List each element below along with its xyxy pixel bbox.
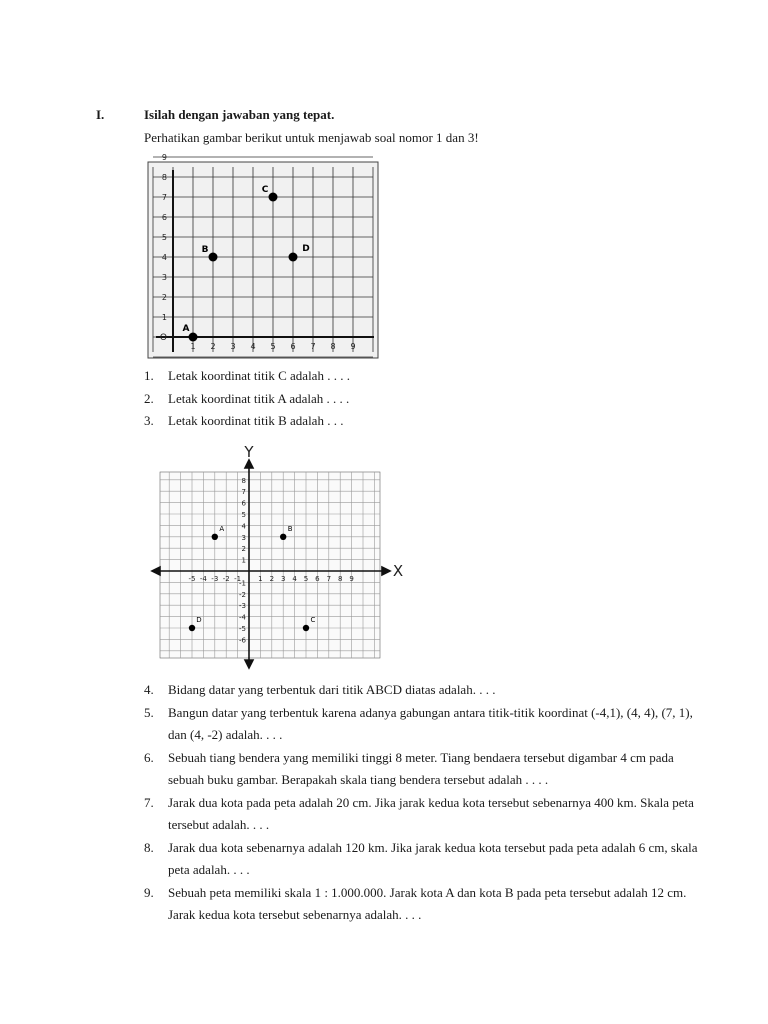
point-b — [209, 253, 218, 262]
x-tick-label: 7 — [326, 575, 332, 583]
point-b — [280, 534, 286, 540]
question-number: 6. — [144, 749, 154, 765]
question-item — [144, 702, 704, 747]
x-tick-label: 1 — [190, 342, 196, 351]
question-text: Bidang datar yang terbentuk dari titik ABCD diatas adalah. . . . — [168, 682, 496, 697]
y-tick-label: 2 — [161, 293, 167, 302]
question-number: 4. — [144, 682, 154, 697]
y-tick-label: 2 — [241, 545, 246, 554]
x-tick-label: -3 — [211, 575, 219, 583]
x-tick-label: 2 — [269, 575, 275, 583]
x-axis-arrow-left — [152, 567, 160, 575]
question-text: Letak koordinat titik A adalah . . . . — [168, 390, 350, 406]
point-a — [189, 333, 198, 342]
question-item — [144, 747, 704, 792]
question-item — [144, 792, 704, 837]
point-d — [189, 625, 195, 631]
origin-label: O — [159, 333, 167, 343]
y-tick-label: 3 — [241, 533, 246, 542]
point-label-c: C — [310, 616, 316, 624]
question-text: Letak koordinat titik B adalah . . . — [168, 413, 344, 428]
coordinate-graph-1 — [148, 153, 378, 358]
coordinate-graph-2 — [150, 444, 410, 670]
y-tick-label: 9 — [161, 153, 167, 162]
x-tick-label: 3 — [230, 342, 236, 351]
x-tick-label: -5 — [188, 575, 196, 583]
x-axis-label: X — [392, 562, 404, 580]
x-tick-label: 6 — [290, 342, 296, 351]
x-axis-arrow-right — [382, 567, 390, 575]
question-number: 3. — [144, 413, 154, 428]
question-list-2 — [144, 679, 704, 927]
y-tick-label: 8 — [241, 476, 246, 485]
question-number: 1. — [144, 368, 154, 383]
question-number: 5. — [144, 704, 154, 720]
y-tick-label: -1 — [239, 579, 246, 588]
point-label-a: A — [219, 524, 225, 533]
section-intro: Perhatikan gambar berikut untuk menjawab soal nomor 1 dan 3! — [144, 130, 479, 145]
y-tick-label: -6 — [239, 636, 246, 645]
x-tick-label: 1 — [258, 575, 263, 583]
x-tick-label: 6 — [315, 575, 320, 583]
y-tick-label: 6 — [161, 213, 167, 222]
question-item — [144, 388, 704, 411]
question-item — [144, 882, 704, 927]
question-text: Sebuah peta memiliki skala 1 : 1.000.000. Jarak kota A dan kota B pada peta tersebut adalah 12 cm. Jarak kedua kota tersebut sebenarnya adalah. . . . — [168, 884, 687, 922]
x-tick-label: 4 — [250, 342, 256, 351]
point-label-d: D — [196, 616, 202, 624]
question-item — [144, 837, 704, 882]
question-number: 9. — [144, 884, 154, 900]
point-label-b: B — [287, 524, 293, 533]
y-axis-arrow-up — [245, 460, 253, 468]
x-tick-label: 2 — [210, 342, 216, 351]
question-item — [144, 410, 704, 433]
x-tick-label: -4 — [199, 575, 207, 583]
x-tick-label: 7 — [310, 342, 316, 351]
y-tick-label: -4 — [239, 613, 246, 622]
y-tick-label: 3 — [161, 273, 167, 282]
question-text: Letak koordinat titik C adalah . . . . — [168, 368, 350, 383]
x-tick-label: -2 — [222, 575, 230, 583]
point-c — [269, 193, 278, 202]
x-tick-label: 5 — [270, 342, 276, 351]
y-tick-label: -3 — [239, 602, 246, 611]
point-label-d: D — [302, 244, 310, 254]
y-tick-label: 1 — [241, 556, 246, 565]
y-tick-label: 5 — [241, 511, 246, 519]
point-label-a: A — [182, 324, 190, 334]
point-a — [212, 534, 218, 540]
y-tick-label: 5 — [161, 233, 167, 242]
x-tick-label: 3 — [280, 575, 286, 583]
x-tick-label: 9 — [349, 575, 354, 583]
y-tick-label: 4 — [241, 522, 246, 531]
question-text: Sebuah tiang bendera yang memiliki tinggi 8 meter. Tiang bendaera tersebut digambar 4 cm pada sebuah buku gambar. Berapakah skala tiang bendera tersebut adalah . . . . — [168, 749, 674, 787]
section-title: Isilah dengan jawaban yang tepat. — [144, 107, 335, 122]
y-axis-arrow-down — [245, 660, 253, 668]
x-tick-label: 4 — [292, 575, 297, 583]
point-d — [289, 253, 298, 262]
y-tick-label: 4 — [161, 253, 167, 262]
point-label-c: C — [261, 185, 269, 195]
point-label-b: B — [201, 245, 209, 255]
question-number: 7. — [144, 794, 154, 810]
y-tick-label: -2 — [239, 590, 246, 599]
question-number: 2. — [144, 390, 154, 406]
y-tick-label: 1 — [161, 313, 167, 322]
question-text: Bangun datar yang terbentuk karena adanya gabungan antara titik-titik koordinat (-4,1), (4, 4), (7, 1), dan (4, -2) adalah. . . . — [168, 704, 693, 742]
x-tick-label: 8 — [337, 575, 343, 583]
x-tick-label: -1 — [234, 575, 242, 583]
question-list-1 — [144, 365, 704, 433]
y-tick-label: 6 — [241, 499, 246, 508]
y-tick-label: 7 — [161, 193, 167, 202]
x-tick-label: 8 — [330, 342, 336, 351]
section-number: I. — [96, 107, 105, 122]
question-item — [144, 365, 704, 388]
y-axis-label: Y — [244, 443, 254, 461]
y-tick-label: -5 — [239, 625, 246, 633]
question-text: Jarak dua kota pada peta adalah 20 cm. Jika jarak kedua kota tersebut sebenarnya 400 km. Skala peta tersebut adalah. . . . — [168, 794, 694, 832]
y-tick-label: 7 — [241, 488, 246, 497]
question-item — [144, 679, 704, 702]
point-c — [303, 625, 309, 631]
x-tick-label: 9 — [350, 342, 356, 351]
question-text: Jarak dua kota sebenarnya adalah 120 km. Jika jarak kedua kota tersebut pada peta adalah 6 cm, skala peta adalah. . . . — [168, 839, 698, 877]
question-number: 8. — [144, 839, 154, 855]
y-tick-label: 8 — [161, 173, 167, 182]
x-tick-label: 5 — [303, 575, 309, 583]
